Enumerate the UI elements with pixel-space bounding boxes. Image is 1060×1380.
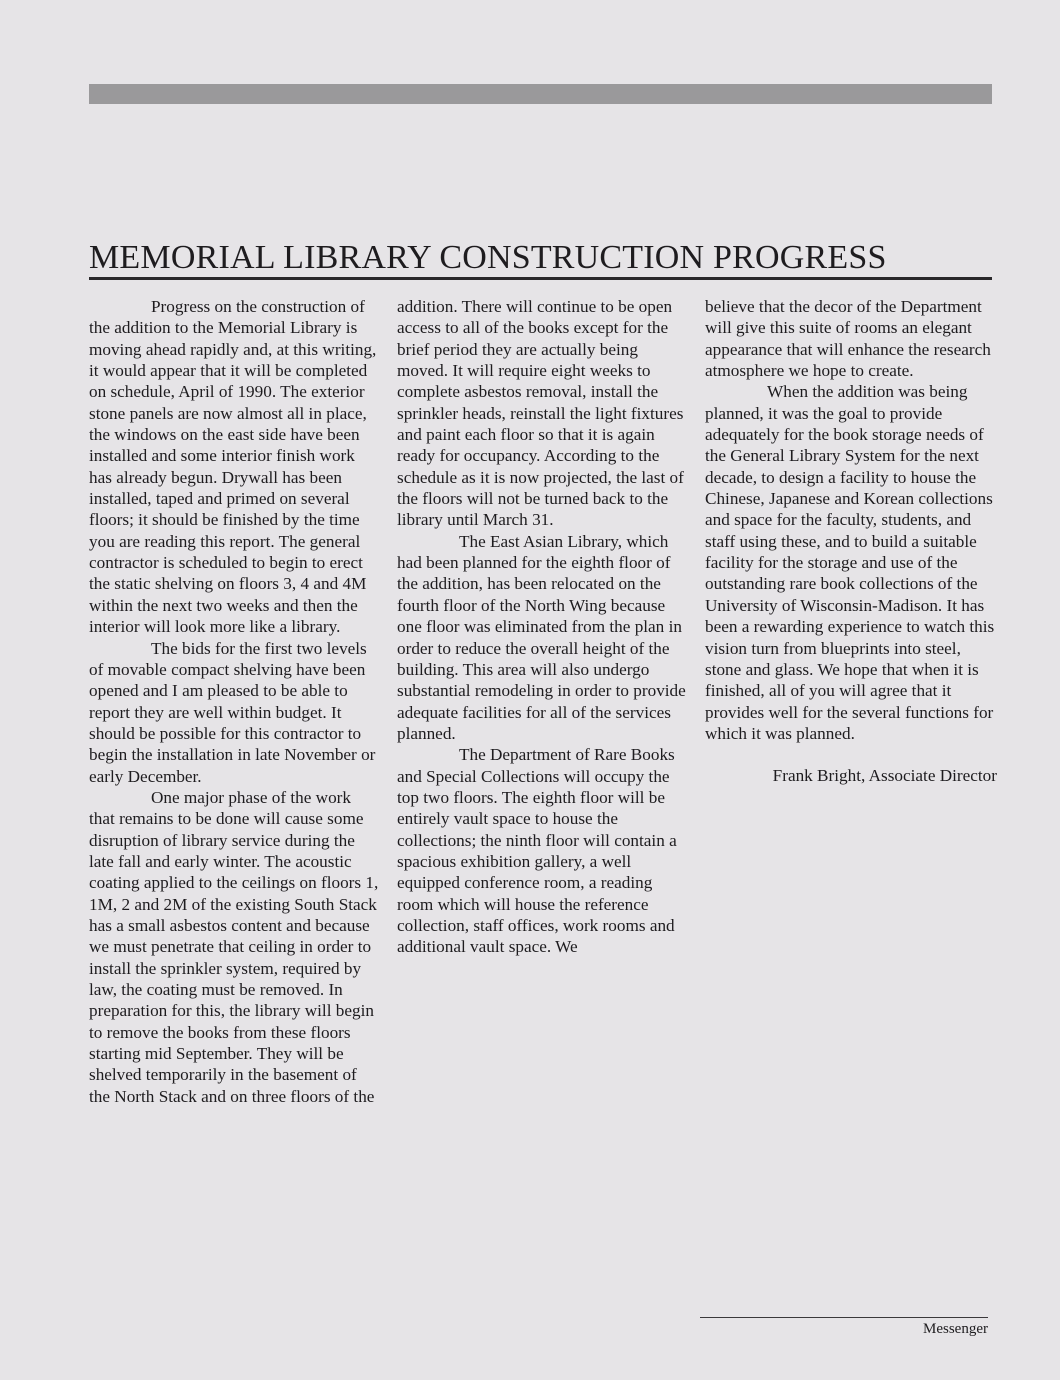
paragraph: The Department of Rare Books and Special Collections will occupy the top two floors. The eighth floor will be entirely vault space to house the collections; the ninth floor will contain a spacious exhibition gallery, a well equipped conference room, a reading room which will house the reference collection, staff offices, work rooms and additional vault space. We xyxy=(397,745,677,957)
footer-rule xyxy=(700,1317,988,1318)
paragraph: The bids for the first two levels of movable compact shelving have been opened and I am pleased to be able to report they are well within budget. It should be possible for this contractor to begin the installation in late November or early December. xyxy=(89,638,376,786)
paragraph: One major phase of the work that remains to be done will cause some disruption of library service during the late fall and early winter. The acoustic coating applied to the ceilings on floors 1, 1M, 2 and 2M of the existing South Stack has a small asbestos content and because we must penetrate that ceiling in order to install the sprinkler system, required by law, the coating must be removed. In preparation for this, the library will begin to remove the books from these floors starting mid September. They will be shelved temporarily in the basement of the North Stack and on three floors of the xyxy=(89,787,379,1106)
paragraph: Progress on the construction of the addition to the Memorial Library is moving ahead rapidly and, at this writing, it would appear that it will be completed on schedule, April of 1990. The exterior stone panels are now almost all in place, the windows on the east side have been installed and some interior finish work has already begun. Drywall has been installed, taped and primed on several floors; it should be finished by the time you are reading this report. The general contractor is scheduled to begin to erect the static shelving on floors 3, 4 and 4M within the next two weeks and then the interior will look more like a library. xyxy=(89,297,377,637)
paragraph: addition. There will continue to be open access to all of the books except for the brief period they are actually being moved. It will require eight weeks to complete asbestos removal, install the sprinkler heads, reinstall the light fixtures and paint each floor so that it is again ready for occupancy. According to the schedule as it is now projected, the last of the floors will not be turned back to the library until March 31. xyxy=(397,297,684,530)
top-decorative-bar xyxy=(89,84,992,104)
text-column-1 xyxy=(89,296,381,1107)
title-underline xyxy=(89,277,992,280)
author-signature: Frank Bright, Associate Director xyxy=(772,766,997,786)
paragraph: believe that the decor of the Department will give this suite of rooms an elegant appearance that will enhance the research atmosphere we hope to create. xyxy=(705,297,991,381)
article-title: MEMORIAL LIBRARY CONSTRUCTION PROGRESS xyxy=(89,239,887,276)
text-column-2 xyxy=(397,296,689,958)
text-column-3 xyxy=(705,296,997,787)
publication-name: Messenger xyxy=(923,1321,988,1337)
paragraph: The East Asian Library, which had been planned for the eighth floor of the addition, has been relocated on the fourth floor of the North Wing because one floor was eliminated from the plan in order to reduce the overall height of the building. This area will also undergo substantial remodeling in order to provide adequate facilities for all of the services planned. xyxy=(397,531,686,743)
paragraph: When the addition was being planned, it was the goal to provide adequately for the book storage needs of the General Library System for the next decade, to design a facility to house the Chinese, Japanese and Korean collections and space for the faculty, students, and staff using these, and to build a suitable facility for the storage and use of the outstanding rare book collections of the University of Wisconsin-Madison. It has been a rewarding experience to watch this vision turn from blueprints into steel, stone and glass. We hope that when it is finished, all of you will agree that it provides well for the several functions for which it was planned. xyxy=(705,382,995,743)
